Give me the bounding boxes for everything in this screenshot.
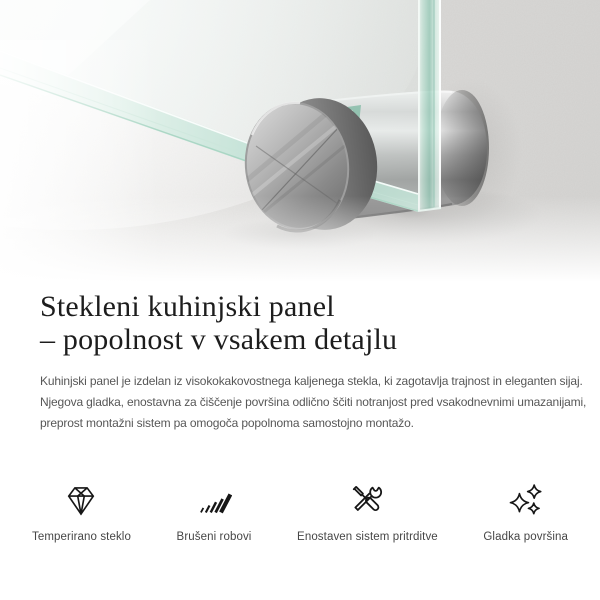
page-title-line1: Stekleni kuhinjski panel <box>40 290 335 323</box>
feature-beveled-edges <box>177 483 252 544</box>
beveled-edges-icon <box>196 483 232 519</box>
product-description <box>40 371 587 433</box>
feature-label: Gladka površina <box>483 531 568 544</box>
diamond-icon <box>63 483 99 519</box>
description-line: Kuhinjski panel je izdelan iz visokokakovostnega kaljenega stekla, ki zagotavlja trajnost in eleganten sijaj. <box>40 374 583 388</box>
page-title <box>40 290 560 356</box>
product-photo <box>0 0 600 288</box>
feature-label: Temperirano steklo <box>32 531 131 544</box>
feature-list <box>32 483 568 544</box>
glass-right-edge <box>418 0 441 211</box>
tools-icon <box>349 483 385 519</box>
feature-label: Enostaven sistem pritrditve <box>297 531 438 544</box>
page-title-line2: – popolnost v vsakem detajlu <box>40 323 398 356</box>
bottom-white-fade <box>0 196 600 288</box>
product-description-section <box>0 290 600 544</box>
description-line: Njegova gladka, enostavna za čiščenje površina odlično ščiti notranjost pred vsakodnevnimi umazanijami, <box>40 394 587 409</box>
sparkles-icon <box>508 483 544 519</box>
feature-smooth-surface <box>483 483 568 544</box>
feature-tempered-glass <box>32 483 131 544</box>
description-line: preprost montažni sistem pa omogoča popolnoma samostojno montažo. <box>40 415 414 430</box>
feature-label: Brušeni robovi <box>176 531 252 544</box>
product-photo-art <box>0 0 600 288</box>
feature-easy-mounting <box>297 483 438 544</box>
